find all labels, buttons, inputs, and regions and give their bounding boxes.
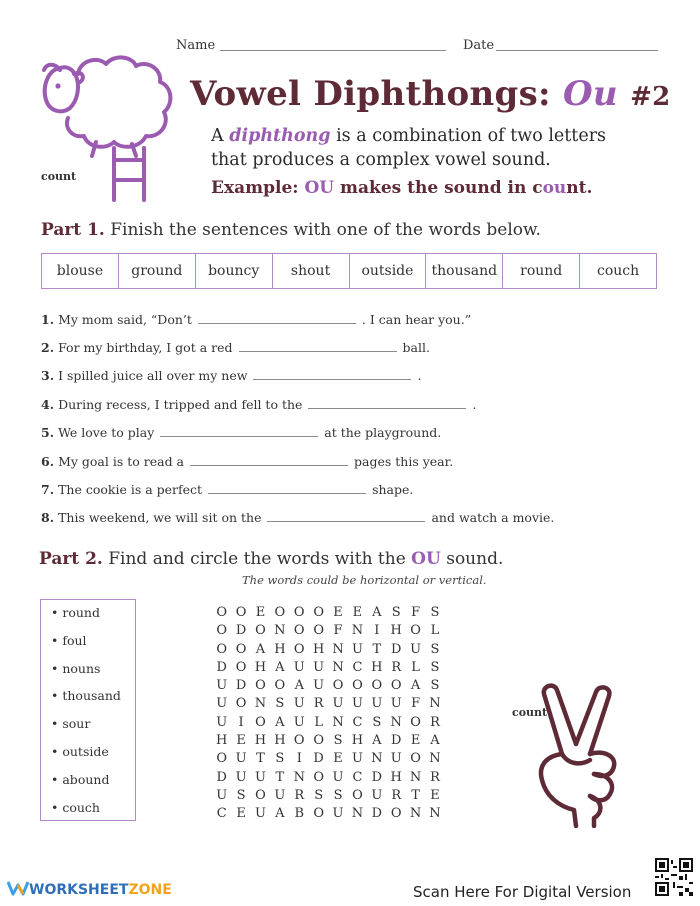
qr-code-icon[interactable] (655, 858, 693, 896)
grid-letter[interactable]: O (255, 787, 266, 803)
word-bank-item: blouse (42, 254, 119, 288)
grid-letter[interactable]: E (430, 787, 440, 803)
grid-letter[interactable]: S (430, 678, 440, 694)
grid-letter[interactable]: O (235, 605, 247, 620)
grid-letter[interactable]: N (390, 714, 402, 730)
answer-blank[interactable] (239, 350, 397, 352)
worksheetzone-logo[interactable]: WORKSHEETZONE (7, 880, 172, 898)
grid-letter[interactable]: I (238, 714, 244, 730)
grid-letter[interactable]: U (216, 696, 228, 712)
grid-letter[interactable]: N (429, 751, 441, 767)
grid-letter[interactable]: O (410, 751, 421, 767)
grid-row (212, 660, 445, 678)
grid-letter[interactable]: U (216, 787, 228, 803)
grid-letter[interactable]: A (294, 678, 304, 694)
sentence-1: 1. My mom said, “Don’t . I can hear you.” (41, 312, 472, 327)
grid-row (212, 623, 445, 641)
grid-letter[interactable]: A (275, 806, 285, 822)
grid-letter[interactable]: C (352, 659, 363, 675)
grid-letter[interactable]: D (390, 733, 402, 749)
word-bank-item: round (503, 254, 580, 288)
grid-row (212, 715, 445, 733)
grid-letter[interactable]: N (332, 641, 344, 657)
grid-letter[interactable]: S (430, 605, 440, 620)
grid-letter[interactable]: L (314, 714, 323, 730)
grid-letter[interactable]: H (312, 641, 325, 657)
grid-letter[interactable]: O (293, 733, 305, 749)
search-word-list (40, 599, 136, 821)
grid-row (212, 751, 445, 769)
grid-letter[interactable]: O (352, 787, 363, 803)
grid-letter[interactable]: U (351, 751, 363, 767)
grid-letter[interactable]: O (235, 641, 247, 657)
answer-blank[interactable] (208, 492, 366, 494)
grid-letter[interactable]: E (236, 733, 246, 749)
grid-letter[interactable]: E (255, 605, 266, 620)
grid-letter[interactable]: H (274, 733, 286, 749)
grid-letter[interactable]: R (430, 714, 440, 730)
grid-row (212, 788, 445, 806)
grid-row (212, 806, 445, 824)
word-bank-item: thousand (426, 254, 503, 288)
grid-letter[interactable]: N (409, 769, 422, 785)
word-bank-item: bouncy (196, 254, 273, 288)
grid-letter[interactable]: N (274, 623, 286, 639)
grid-letter[interactable]: R (430, 769, 440, 785)
grid-letter[interactable]: N (429, 806, 441, 822)
grid-letter[interactable]: N (293, 769, 305, 785)
grid-letter[interactable]: O (313, 806, 324, 822)
grid-letter[interactable]: S (236, 787, 246, 803)
word-bank-item: ground (119, 254, 196, 288)
grid-row (212, 642, 445, 660)
grid-letter[interactable]: U (351, 696, 363, 712)
grid-letter[interactable]: D (235, 623, 247, 639)
grid-letter[interactable]: E (352, 605, 363, 620)
grid-letter[interactable]: N (371, 751, 383, 767)
list-item: • nouns (51, 660, 101, 676)
part1-heading: Part 1. Finish the sentences with one of the words below. (41, 220, 541, 240)
logo-w-icon (7, 880, 29, 896)
grid-letter[interactable]: O (313, 733, 324, 749)
grid-letter[interactable]: N (254, 696, 267, 712)
grid-letter[interactable]: U (254, 806, 266, 822)
grid-letter[interactable]: F (411, 605, 421, 620)
word-bank (41, 253, 657, 289)
grid-letter[interactable]: T (275, 769, 285, 785)
grid-letter[interactable]: O (216, 751, 228, 767)
grid-letter[interactable]: T (411, 787, 420, 803)
grid-letter[interactable]: S (333, 787, 343, 803)
grid-letter[interactable]: A (275, 714, 285, 730)
grid-letter[interactable]: O (390, 678, 402, 694)
grid-letter[interactable]: U (410, 641, 422, 657)
grid-letter[interactable]: B (294, 806, 305, 822)
grid-letter[interactable]: S (430, 659, 440, 675)
grid-letter[interactable]: I (296, 751, 302, 767)
list-item: • abound (51, 771, 110, 787)
grid-letter[interactable]: O (371, 678, 383, 694)
grid-letter[interactable]: O (313, 623, 324, 639)
grid-letter[interactable]: O (235, 696, 247, 712)
grid-letter[interactable]: A (372, 733, 382, 749)
list-item: • thousand (51, 688, 121, 704)
grid-letter[interactable]: S (430, 641, 440, 657)
grid-letter[interactable]: L (411, 659, 420, 675)
sentence-5: 5. We love to play at the playground. (41, 425, 442, 440)
grid-letter[interactable]: D (235, 678, 247, 694)
sheep-count-label: count (41, 170, 77, 183)
grid-letter[interactable]: T (372, 641, 382, 657)
grid-letter[interactable]: U (332, 696, 344, 712)
grid-letter[interactable]: U (313, 659, 325, 675)
sentence-3: 3. I spilled juice all over my new . (41, 368, 422, 383)
grid-letter[interactable]: D (216, 659, 227, 675)
grid-letter[interactable]: U (216, 714, 228, 730)
grid-letter[interactable]: A (430, 733, 440, 749)
list-item: • sour (51, 716, 91, 732)
grid-letter[interactable]: S (275, 751, 285, 767)
grid-letter[interactable]: U (371, 696, 383, 712)
list-item: • couch (51, 799, 100, 815)
grid-letter[interactable]: U (351, 641, 363, 657)
grid-row (212, 733, 445, 751)
scan-text: Scan Here For Digital Version (413, 883, 632, 901)
grid-letter[interactable]: O (390, 806, 402, 822)
grid-letter[interactable]: U (274, 787, 286, 803)
grid-letter[interactable]: O (255, 623, 266, 639)
grid-letter[interactable]: U (332, 769, 344, 785)
grid-letter[interactable]: A (255, 641, 266, 657)
grid-letter[interactable]: S (275, 696, 285, 712)
grid-letter[interactable]: E (333, 605, 343, 620)
grid-letter[interactable]: O (216, 605, 228, 620)
grid-letter[interactable]: S (391, 605, 401, 620)
list-item: • round (51, 605, 100, 620)
grid-letter[interactable]: E (236, 806, 246, 822)
grid-row (212, 678, 445, 696)
grid-letter[interactable]: H (390, 623, 402, 639)
part2-heading: Part 2. Find and circle the words with the OU sound. (39, 549, 504, 569)
grid-letter[interactable]: D (216, 769, 227, 785)
grid-letter[interactable]: F (333, 623, 343, 639)
grid-letter[interactable]: N (332, 659, 344, 675)
grid-letter[interactable]: O (313, 605, 324, 620)
grid-row (212, 770, 445, 788)
grid-letter[interactable]: I (374, 623, 380, 639)
grid-letter[interactable]: C (216, 806, 227, 822)
grid-letter[interactable]: H (274, 641, 286, 657)
sentence-6: 6. My goal is to read a pages this year. (41, 454, 454, 469)
grid-letter[interactable]: E (410, 733, 421, 749)
grid-letter[interactable]: C (352, 714, 363, 730)
grid-letter[interactable]: S (314, 787, 324, 803)
grid-letter[interactable]: U (390, 751, 402, 767)
sentence-7: 7. The cookie is a perfect shape. (41, 482, 414, 497)
list-item: • outside (51, 743, 109, 759)
answer-blank[interactable] (190, 464, 348, 466)
grid-letter[interactable]: U (390, 696, 402, 712)
grid-letter[interactable]: O (293, 623, 305, 639)
grid-letter[interactable]: R (391, 787, 402, 803)
grid-letter[interactable]: O (293, 641, 305, 657)
grid-letter[interactable]: L (430, 623, 440, 639)
grid-letter[interactable]: R (391, 659, 402, 675)
grid-letter[interactable]: H (254, 733, 267, 749)
grid-letter[interactable]: O (293, 605, 305, 620)
grid-letter[interactable]: D (313, 751, 324, 767)
grid-letter[interactable]: O (235, 659, 247, 675)
grid-letter[interactable]: H (390, 769, 402, 785)
sentence-4: 4. During recess, I tripped and fell to the . (41, 397, 477, 412)
grid-letter[interactable]: F (411, 696, 421, 712)
grid-letter[interactable]: H (216, 733, 228, 749)
sentence-2: 2. For my birthday, I got a red ball. (41, 340, 430, 355)
answer-blank[interactable] (160, 435, 318, 437)
grid-letter[interactable]: D (371, 806, 383, 822)
peace-hand-icon (532, 680, 632, 828)
grid-letter[interactable]: U (313, 678, 325, 694)
grid-letter[interactable]: S (372, 714, 382, 730)
grid-letter[interactable]: U (332, 806, 344, 822)
word-bank-item: couch (596, 263, 640, 279)
grid-letter[interactable]: U (235, 751, 247, 767)
grid-letter[interactable]: O (216, 641, 228, 657)
grid-letter[interactable]: O (410, 714, 421, 730)
grid-letter[interactable]: N (409, 806, 422, 822)
sentence-8: 8. This weekend, we will sit on the and watch a movie. (41, 510, 555, 525)
date-field[interactable] (496, 50, 658, 51)
grid-letter[interactable]: A (275, 659, 285, 675)
word-bank-item: outside (350, 254, 427, 288)
grid-letter[interactable]: O (255, 678, 266, 694)
word-bank-item: shout (273, 254, 350, 288)
grid-letter[interactable]: E (333, 751, 343, 767)
grid-letter[interactable]: H (351, 733, 364, 749)
word-search-grid[interactable] (212, 605, 445, 825)
grid-letter[interactable]: D (390, 641, 402, 657)
answer-blank[interactable] (198, 322, 356, 324)
answer-blank[interactable] (308, 407, 466, 409)
grid-letter[interactable]: U (216, 678, 228, 694)
grid-letter[interactable]: O (313, 769, 324, 785)
grid-row (212, 605, 445, 623)
grid-letter[interactable]: N (429, 696, 441, 712)
grid-letter[interactable]: H (371, 659, 383, 675)
date-label: Date (463, 38, 495, 53)
grid-letter[interactable]: U (293, 714, 305, 730)
grid-letter[interactable]: A (410, 678, 421, 694)
grid-letter[interactable]: O (352, 678, 363, 694)
hand-count-label: count (512, 706, 548, 719)
name-label: Name (176, 38, 216, 53)
grid-letter[interactable]: O (255, 714, 266, 730)
example-text: Example: OU makes the sound in count. (211, 178, 593, 198)
grid-letter[interactable]: O (274, 605, 286, 620)
grid-letter[interactable]: R (313, 696, 324, 712)
grid-letter[interactable]: O (274, 678, 286, 694)
grid-letter[interactable]: O (216, 623, 228, 639)
grid-letter[interactable]: H (254, 659, 267, 675)
grid-letter[interactable]: S (333, 733, 343, 749)
grid-letter[interactable]: N (351, 806, 364, 822)
grid-letter[interactable]: U (371, 787, 383, 803)
part2-note: The words could be horizontal or vertical. (242, 573, 487, 587)
answer-blank[interactable] (253, 378, 411, 380)
grid-letter[interactable]: N (351, 623, 364, 639)
answer-blank[interactable] (267, 520, 425, 522)
page-title: Vowel Diphthongs: Ou #2 (190, 74, 671, 114)
grid-letter[interactable]: U (293, 659, 305, 675)
grid-letter[interactable]: R (294, 787, 305, 803)
grid-letter[interactable]: U (235, 769, 247, 785)
grid-letter[interactable]: C (352, 769, 363, 785)
grid-letter[interactable]: D (371, 769, 383, 785)
grid-letter[interactable]: U (254, 769, 266, 785)
grid-letter[interactable]: A (372, 605, 382, 620)
grid-letter[interactable]: N (332, 714, 344, 730)
grid-letter[interactable]: O (332, 678, 344, 694)
name-field[interactable] (220, 50, 446, 51)
grid-row (212, 696, 445, 714)
grid-letter[interactable]: U (293, 696, 305, 712)
grid-letter[interactable]: T (256, 751, 265, 767)
grid-letter[interactable]: O (410, 623, 421, 639)
definition-text: A diphthong is a combination of two letters that produces a complex vowel sound. (211, 126, 607, 170)
list-item: • foul (51, 632, 87, 648)
